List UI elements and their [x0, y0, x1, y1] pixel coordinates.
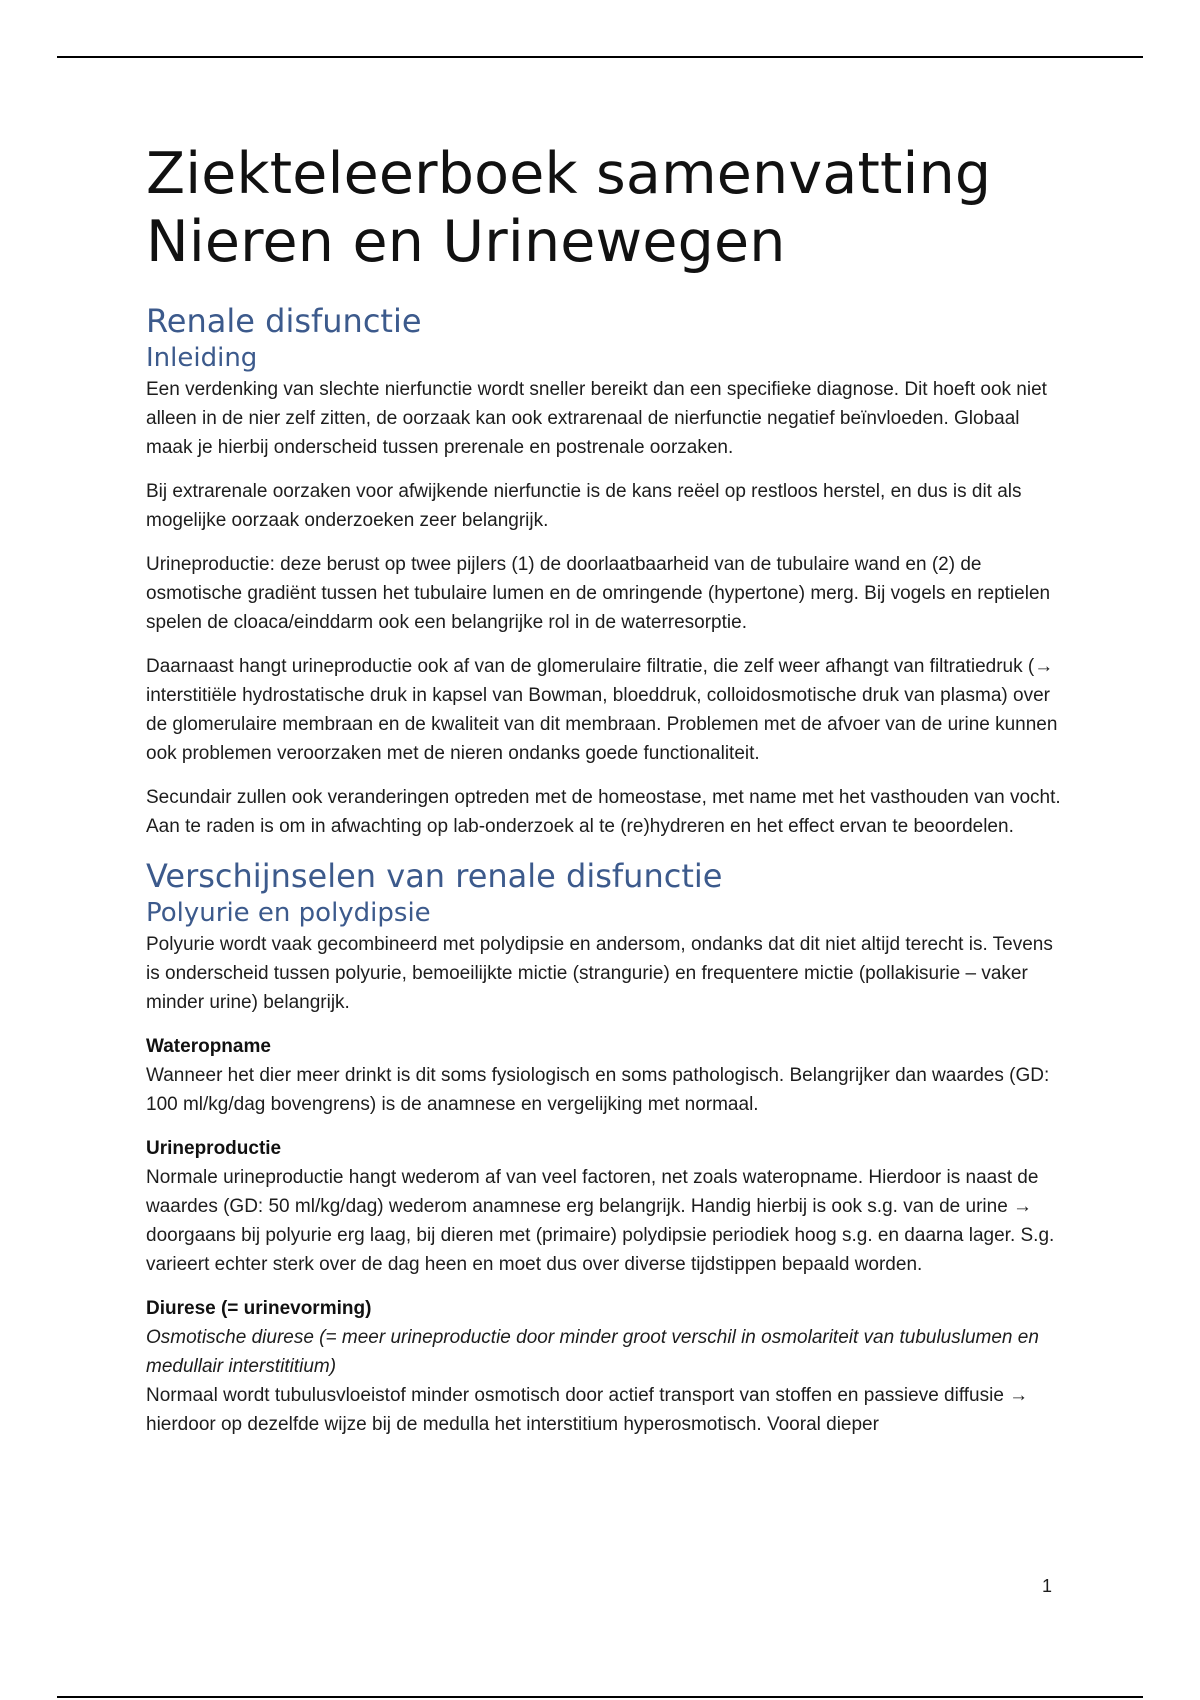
paragraph: Wanneer het dier meer drinkt is dit soms fysiologisch en soms pathologisch. Belangrijker dan waardes (GD: 100 ml/kg/dag bovengrens) is de anamnese en vergelijking met normaal.: [146, 1065, 1050, 1115]
paragraph: Urineproductie: deze berust op twee pijlers (1) de doorlaatbaarheid van de tubulaire wand en (2) de osmotische gradiënt tussen het tubulaire lumen en de omringende (hypertone) merg. Bij vogels en reptielen spelen de cloaca/einddarm ook een belangrijke rol in de waterresorptie.: [146, 554, 1051, 633]
subheading-inleiding: Inleiding: [146, 343, 258, 373]
paragraph: Normaal wordt tubulusvloeistof minder osmotisch door actief transport van stoffen en passieve diffusie → hierdoor op dezelfde wijze bij de medulla het interstitium hyperosmotisch. Vooral dieper: [146, 1385, 1029, 1435]
footer-rule: [57, 1696, 1143, 1698]
subheading-diurese: Diurese (= urinevorming): [146, 1298, 372, 1319]
subheading-wateropname: Wateropname: [146, 1036, 271, 1057]
paragraph: Een verdenking van slechte nierfunctie wordt sneller bereikt dan een specifieke diagnose. Dit hoeft ook niet alleen in de nier zelf zitten, de oorzaak kan ook extrarenaal de nierfunctie negatief beïnvloeden. Globaal maak je hierbij onderscheid tussen prerenale en postrenale oorzaken.: [146, 379, 1047, 458]
italic-definition: Osmotische diurese (= meer urineproductie door minder groot verschil in osmolariteit van tubuluslumen en medullair interstititium): [146, 1327, 1039, 1377]
paragraph: Normale urineproductie hangt wederom af van veel factoren, net zoals wateropname. Hierdoor is naast de waardes (GD: 50 ml/kg/dag) wederom anamnese erg belangrijk. Handig hierbij is ook s.g. van de urine → doorgaans bij polyurie erg laag, bij dieren met (primaire) polydipsie periodiek hoog s.g. en daarna lager. S.g. varieert echter sterk over de dag heen en moet dus over diverse tijdstippen bepaald worden.: [146, 1167, 1055, 1275]
paragraph: Bij extrarenale oorzaken voor afwijkende nierfunctie is de kans reëel op restloos herstel, en dus is dit als mogelijke oorzaak onderzoeken zeer belangrijk.: [146, 481, 1022, 531]
title-line-2: Nieren en Urinewegen: [146, 209, 786, 275]
header-rule: [57, 56, 1143, 58]
heading-verschijnselen: Verschijnselen van renale disfunctie: [146, 857, 723, 895]
paragraph: Polyurie wordt vaak gecombineerd met polydipsie en andersom, ondanks dat dit niet altijd terecht is. Tevens is onderscheid tussen polyurie, bemoeilijkte mictie (strangurie) en frequentere mictie (pollakisurie – vaker minder urine) belangrijk.: [146, 934, 1053, 1013]
heading-renale-disfunctie: Renale disfunctie: [146, 302, 422, 340]
paragraph: Daarnaast hangt urineproductie ook af van de glomerulaire filtratie, die zelf weer afhangt van filtratiedruk (→ interstitiële hydrostatische druk in kapsel van Bowman, bloeddruk, colloidosmotische druk van plasma) over de glomerulaire membraan en de kwaliteit van dit membraan. Problemen met de afvoer van de urine kunnen ook problemen veroorzaken met de nieren ondanks goede functionaliteit.: [146, 656, 1058, 764]
page-content: [146, 140, 1061, 1439]
document-title: [146, 140, 1061, 276]
page-number: 1: [1042, 1576, 1053, 1596]
subheading-urineproductie: Urineproductie: [146, 1138, 282, 1159]
subheading-polyurie: Polyurie en polydipsie: [146, 898, 431, 928]
paragraph: Secundair zullen ook veranderingen optreden met de homeostase, met name met het vasthouden van vocht. Aan te raden is om in afwachting op lab-onderzoek al te (re)hydreren en het effect ervan te beoordelen.: [146, 787, 1061, 837]
title-line-1: Ziekteleerboek samenvatting: [146, 141, 992, 207]
